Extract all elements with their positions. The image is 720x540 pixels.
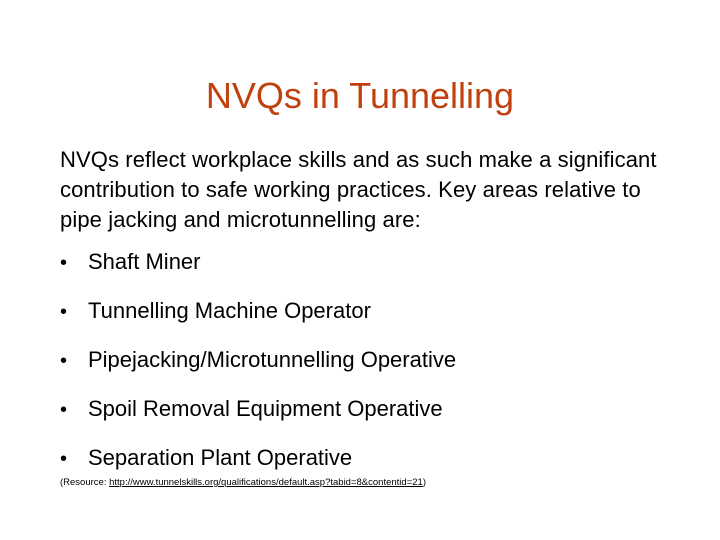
slide-title: NVQs in Tunnelling xyxy=(205,75,515,116)
intro-paragraph: NVQs reflect workplace skills and as such make a significant contribution to safe working practices. Key areas relative to pipe jacking and microtunnelling are: xyxy=(60,147,657,232)
list-item-label: Shaft Miner xyxy=(88,249,201,274)
bullet-icon: • xyxy=(60,350,68,372)
resource-note xyxy=(60,477,426,489)
list-item-label: Pipejacking/Microtunnelling Operative xyxy=(88,347,457,372)
bullet-icon: • xyxy=(60,399,68,421)
bullet-icon: • xyxy=(60,301,68,323)
list-item xyxy=(60,344,680,393)
resource-link[interactable]: http://www.tunnelskills.org/qualifications/default.asp?tabid=8&contentid=21 xyxy=(109,477,423,488)
bullet-icon: • xyxy=(60,448,68,470)
qualification-list xyxy=(60,246,680,491)
list-item xyxy=(60,295,680,344)
list-item xyxy=(60,393,680,442)
list-item-label: Separation Plant Operative xyxy=(88,445,353,470)
resource-suffix: ) xyxy=(422,477,426,488)
list-item xyxy=(60,246,680,295)
resource-prefix: (Resource: xyxy=(60,477,110,488)
list-item-label: Tunnelling Machine Operator xyxy=(88,298,371,323)
list-item-label: Spoil Removal Equipment Operative xyxy=(88,396,443,421)
bullet-icon: • xyxy=(60,252,68,274)
